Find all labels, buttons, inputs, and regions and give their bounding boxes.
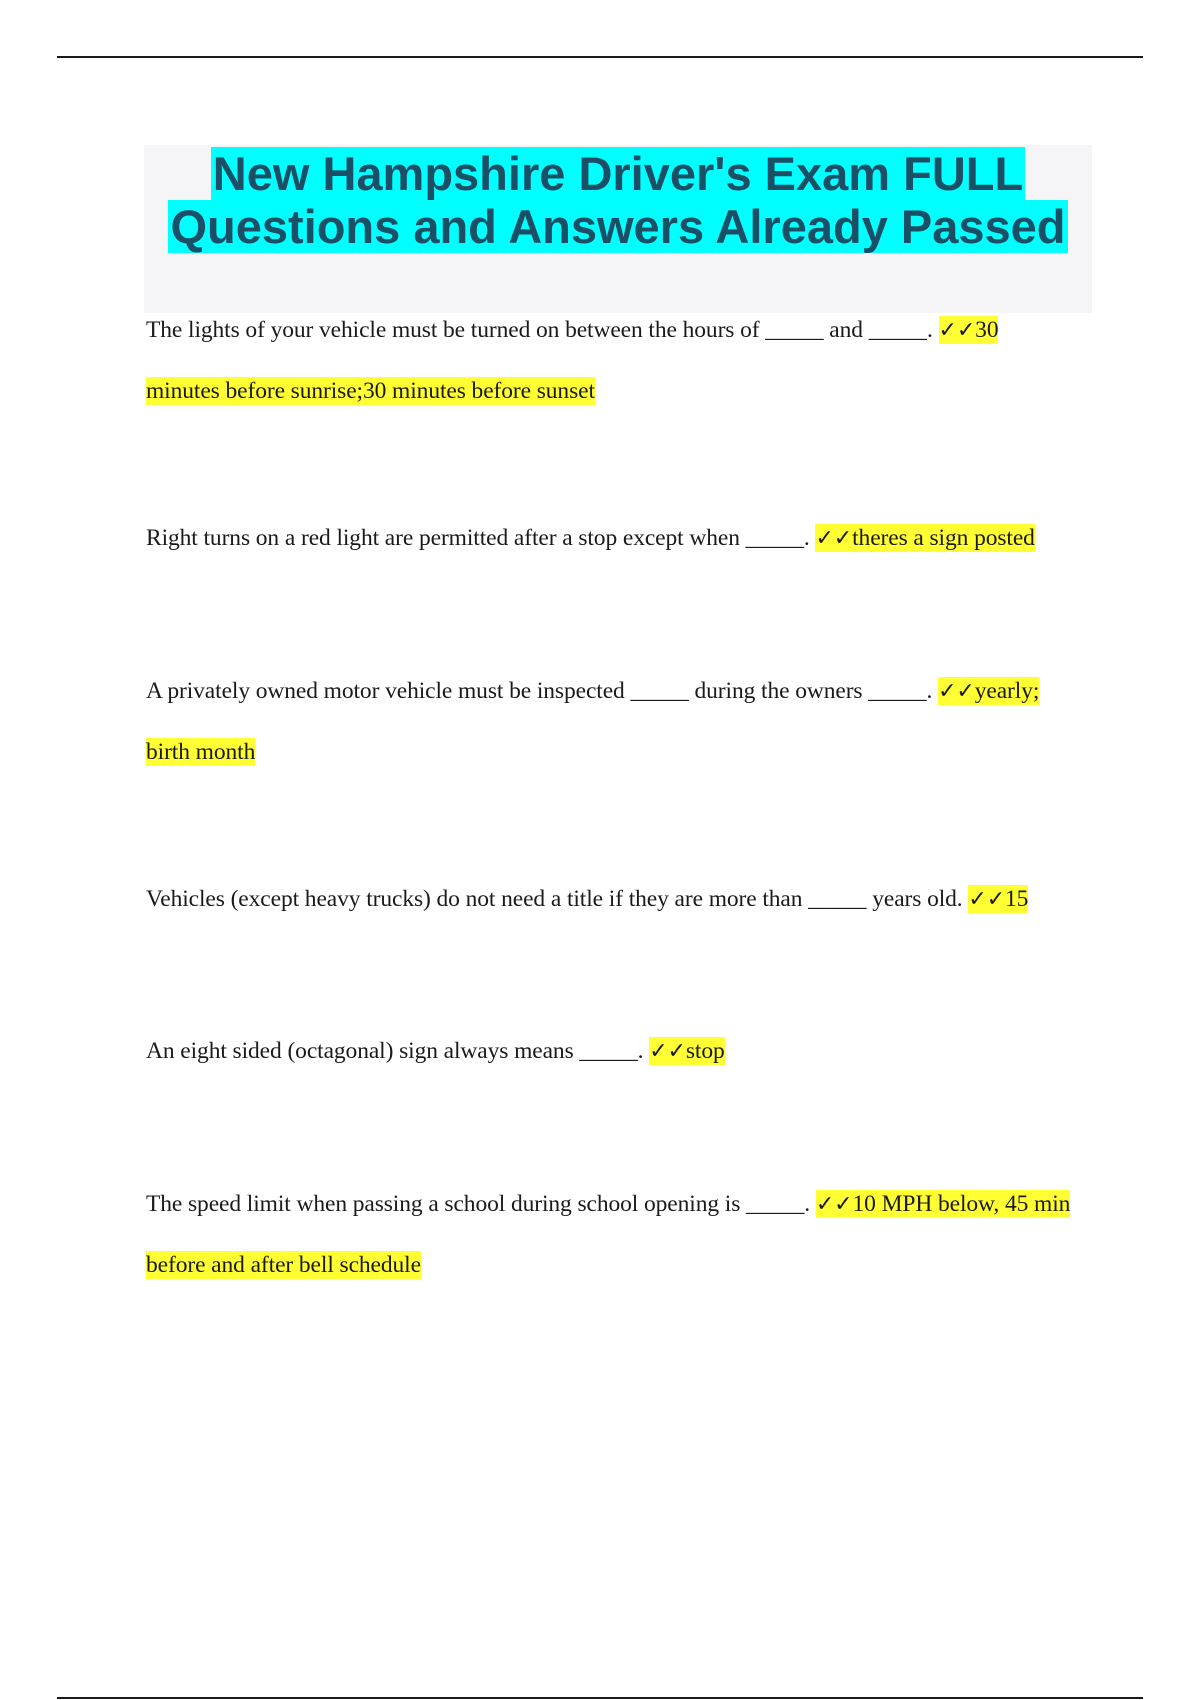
title-block xyxy=(144,145,1092,313)
question-text: Vehicles (except heavy trucks) do not need a title if they are more than _____ years old. xyxy=(146,886,969,912)
double-check-icon: ✓✓ xyxy=(815,1192,853,1217)
double-check-icon: ✓✓ xyxy=(938,679,975,704)
qa-item-3 xyxy=(146,661,1076,782)
answer-highlight xyxy=(968,885,1028,913)
answer-text: 30 minutes before sunrise;30 minutes before sunset xyxy=(146,317,999,404)
answer-text: 15 xyxy=(1005,886,1029,912)
footer-rule xyxy=(57,1697,1143,1699)
question-text: The speed limit when passing a school during school opening is _____. xyxy=(146,1191,816,1217)
answer-text: stop xyxy=(685,1038,725,1064)
question-text: The lights of your vehicle must be turned on between the hours of _____ and _____. xyxy=(146,317,939,343)
answer-highlight xyxy=(815,524,1034,552)
qa-item-6 xyxy=(146,1174,1076,1295)
question-text: Right turns on a red light are permitted after a stop except when _____. xyxy=(146,525,816,551)
qa-item-4 xyxy=(146,869,1076,930)
document-title-line-2: Questions and Answers Already Passed xyxy=(170,200,1066,253)
double-check-icon: ✓✓ xyxy=(815,526,853,551)
answer-text: yearly; birth month xyxy=(146,678,1040,765)
question-text: A privately owned motor vehicle must be inspected _____ during the owners _____. xyxy=(146,678,939,704)
document-title-line-1: New Hampshire Driver's Exam FULL xyxy=(212,147,1024,200)
answer-text: theres a sign posted xyxy=(852,525,1035,551)
header-rule xyxy=(57,56,1143,58)
qa-item-1 xyxy=(146,300,1076,421)
answer-text: 10 MPH below, 45 min before and after bell schedule xyxy=(146,1191,1071,1278)
double-check-icon: ✓✓ xyxy=(968,887,1006,912)
question-text: An eight sided (octagonal) sign always means _____. xyxy=(146,1038,650,1064)
double-check-icon: ✓✓ xyxy=(938,318,976,343)
answer-highlight xyxy=(649,1037,724,1065)
double-check-icon: ✓✓ xyxy=(649,1039,686,1064)
qa-item-2 xyxy=(146,508,1076,569)
qa-item-5 xyxy=(146,1021,1076,1082)
